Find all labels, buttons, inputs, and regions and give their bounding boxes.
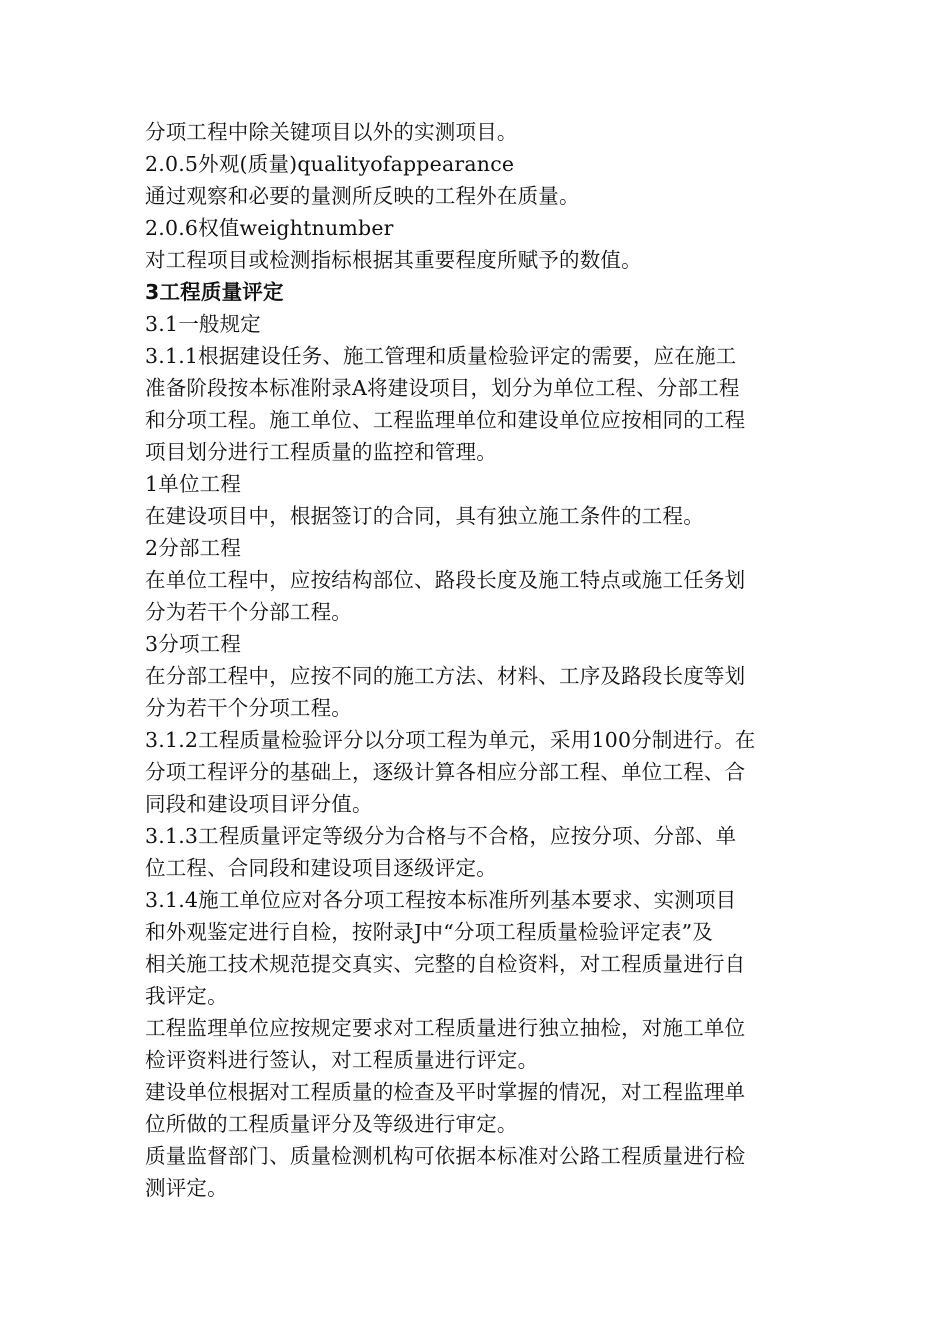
text-line: 我评定。 (145, 984, 228, 1008)
text-line: 通过观察和必要的量测所反映的工程外在质量。 (145, 184, 580, 208)
text-line: 3.1.3工程质量评定等级分为合格与不合格，应按分项、分部、单 (145, 824, 737, 848)
text-line: 分项工程中除关键项目以外的实测项目。 (145, 120, 518, 144)
text-line: 检评资料进行签认，对工程质量进行评定。 (145, 1048, 539, 1072)
text-line: 同段和建设项目评分值。 (145, 792, 373, 816)
text-line: 质量监督部门、质量检测机构可依据本标准对公路工程质量进行检 (145, 1144, 746, 1168)
text-line: 位所做的工程质量评分及等级进行审定。 (145, 1112, 518, 1136)
text-line: 分为若干个分部工程。 (145, 600, 352, 624)
text-line: 3.1.2工程质量检验评分以分项工程为单元，采用100分制进行。在 (145, 728, 756, 752)
text-line: 3.1.4施工单位应对各分项工程按本标准所列基本要求、实测项目 (145, 888, 737, 912)
text-line: 对工程项目或检测指标根据其重要程度所赋予的数值。 (145, 248, 642, 272)
text-line: 相关施工技术规范提交真实、完整的自检资料，对工程质量进行自 (145, 952, 746, 976)
text-line: 测评定。 (145, 1176, 228, 1200)
text-line: 在建设项目中，根据签订的合同，具有独立施工条件的工程。 (145, 504, 704, 528)
text-line: 2.0.6权值weightnumber (145, 216, 394, 240)
section-heading: 3工程质量评定 (145, 280, 284, 304)
text-line: 3.1.1根据建设任务、施工管理和质量检验评定的需要，应在施工 (145, 344, 737, 368)
text-line: 分项工程评分的基础上，逐级计算各相应分部工程、单位工程、合 (145, 760, 746, 784)
text-line: 3分项工程 (145, 632, 242, 656)
text-line: 在单位工程中，应按结构部位、路段长度及施工特点或施工任务划 (145, 568, 746, 592)
text-line: 项目划分进行工程质量的监控和管理。 (145, 440, 497, 464)
text-line: 2分部工程 (145, 536, 242, 560)
text-line: 建设单位根据对工程质量的检查及平时掌握的情况，对工程监理单 (145, 1080, 746, 1104)
text-line: 2.0.5外观(质量)qualityofappearance (145, 152, 515, 176)
text-line: 位工程、合同段和建设项目逐级评定。 (145, 856, 497, 880)
text-line: 和外观鉴定进行自检，按附录J中“分项工程质量检验评定表”及 (145, 920, 713, 944)
text-line: 3.1一般规定 (145, 312, 262, 336)
text-line: 和分项工程。施工单位、工程监理单位和建设单位应按相同的工程 (145, 408, 746, 432)
text-line: 工程监理单位应按规定要求对工程质量进行独立抽检，对施工单位 (145, 1016, 746, 1040)
text-line: 分为若干个分项工程。 (145, 696, 352, 720)
document-body (145, 116, 810, 1204)
text-line: 1单位工程 (145, 472, 242, 496)
document-page (145, 116, 810, 1204)
text-line: 准备阶段按本标准附录A将建设项目，划分为单位工程、分部工程 (145, 376, 740, 400)
text-line: 在分部工程中，应按不同的施工方法、材料、工序及路段长度等划 (145, 664, 746, 688)
